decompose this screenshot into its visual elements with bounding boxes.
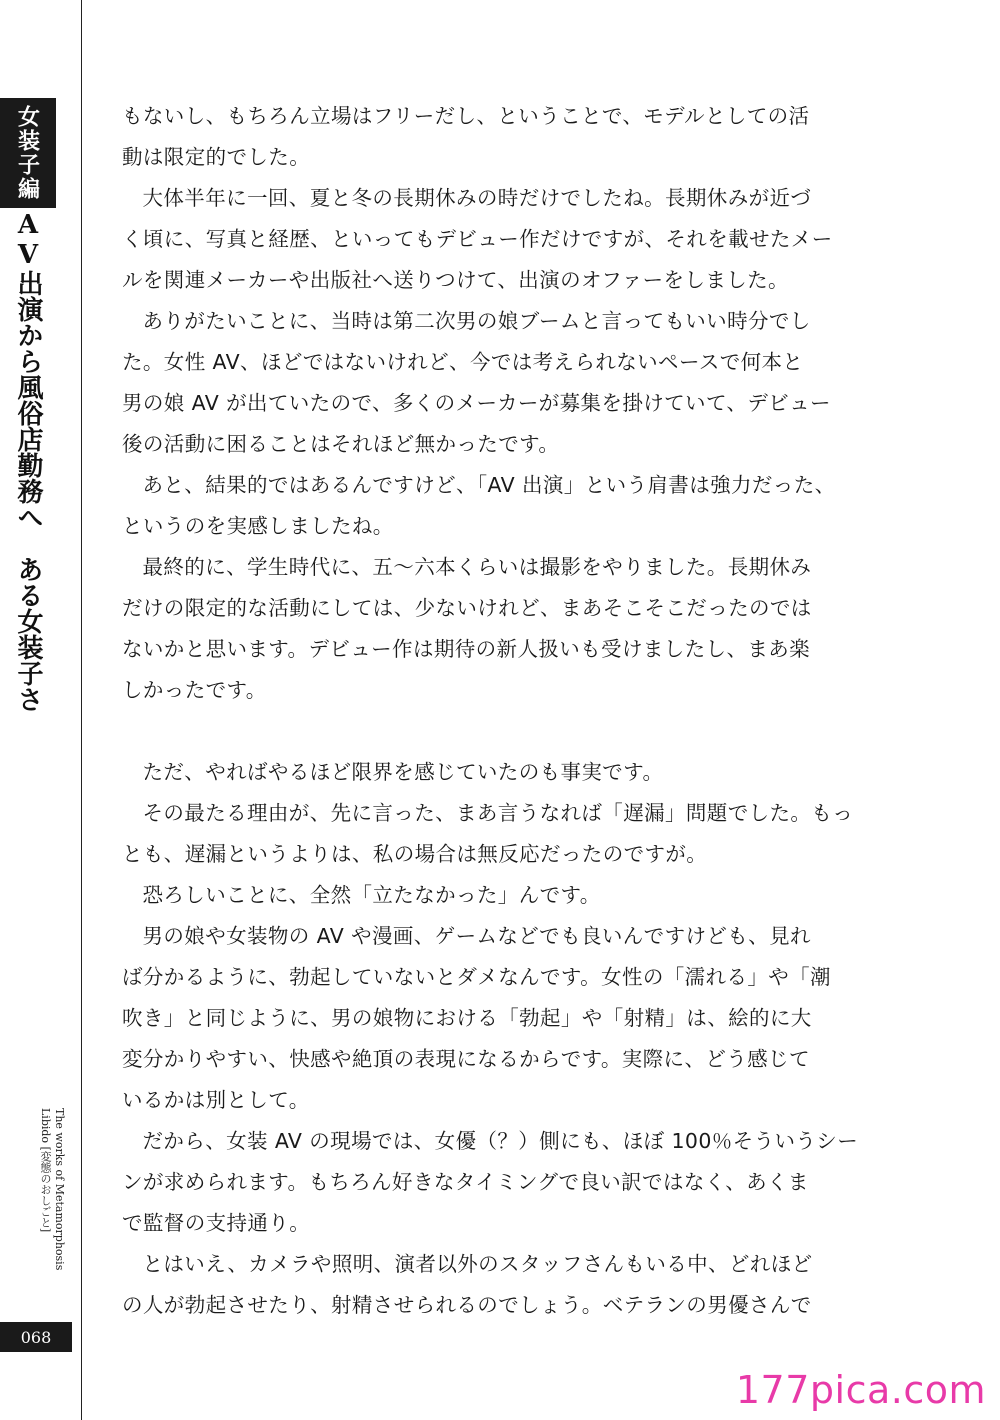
paragraph-6: ただ、やればやるほど限界を感じていたのも事実です。 xyxy=(142,760,664,784)
genre-tab: 女装子編 xyxy=(0,98,56,208)
paragraph-9: 男の娘や女装物の AV や漫画、ゲームなどでも良いんですけども、見れ ば分かるように、勃起していないとダメなんです。女性の「濡れる」や「潮 吹き」と同じように、男の娘物における「勃起」や「射精」は、絵的に大 変分かりやすい、快感や絶頂の表現になるからです。実際に、どう感じて いるかは別として。 xyxy=(122,924,831,1112)
paragraph-4: あと、結果的ではあるんですけど、「AV 出演」という肩書は強力だった、 というのを実感しましたね。 xyxy=(122,473,836,538)
paragraph-10: だから、女装 AV の現場では、女優（？）側にも、ほぼ 100％そういうシー ンが求められます。もちろん好きなタイミングで良い訳ではなく、あくま で監督の支持通り。 xyxy=(122,1129,859,1235)
section-break xyxy=(122,711,884,752)
paragraph-5: 最終的に、学生時代に、五～六本くらいは撮影をやりました。長期休み だけの限定的な活動にしては、少ないけれど、まあそこそこだったのでは ないかと思います。デビュー作は期待の新人扱いも受けましたし、まあ楽 しかったです。 xyxy=(122,555,812,702)
page-number: 068 xyxy=(0,1322,72,1352)
paragraph-2: 大体半年に一回、夏と冬の長期休みの時だけでしたね。長期休みが近づ く頃に、写真と経歴、といってもデビュー作だけですが、それを載せたメー ルを関連メーカーや出版社へ送りつけて、出演のオファーをしました。 xyxy=(122,186,833,292)
paragraph-8: 恐ろしいことに、全然「立たなかった」んです。 xyxy=(142,883,601,907)
paragraph-3: ありがたいことに、当時は第二次男の娘ブームと言ってもいい時分でし た。女性 AV、ほどではないけれど、今では考えられないペースで何本と 男の娘 AV が出ていたので、多くのメーカーが募集を掛けていて、デビュー 後の活動に困ることはそれほど無かったです。 xyxy=(122,309,831,456)
chapter-title: AV出演から風俗店勤務へ ある女装子さ xyxy=(13,210,43,712)
series-credit: The works of Metamorphosis Libido [変態のおしごと] xyxy=(39,1108,66,1271)
paragraph-1: もないし、もちろん立場はフリーだし、ということで、モデルとしての活 動は限定的でした。 xyxy=(122,104,810,169)
body-text xyxy=(122,96,884,1326)
gutter-rule xyxy=(81,0,82,1420)
watermark: 177pica.com xyxy=(735,1368,986,1412)
paragraph-7: その最たる理由が、先に言った、まあ言うなれば「遅漏」問題でした。もっ とも、遅漏というよりは、私の場合は無反応だったのですが。 xyxy=(122,801,854,866)
paragraph-11: とはいえ、カメラや照明、演者以外のスタッフさんもいる中、どれほど の人が勃起させたり、射精させられるのでしょう。ベテランの男優さんで xyxy=(122,1252,813,1317)
